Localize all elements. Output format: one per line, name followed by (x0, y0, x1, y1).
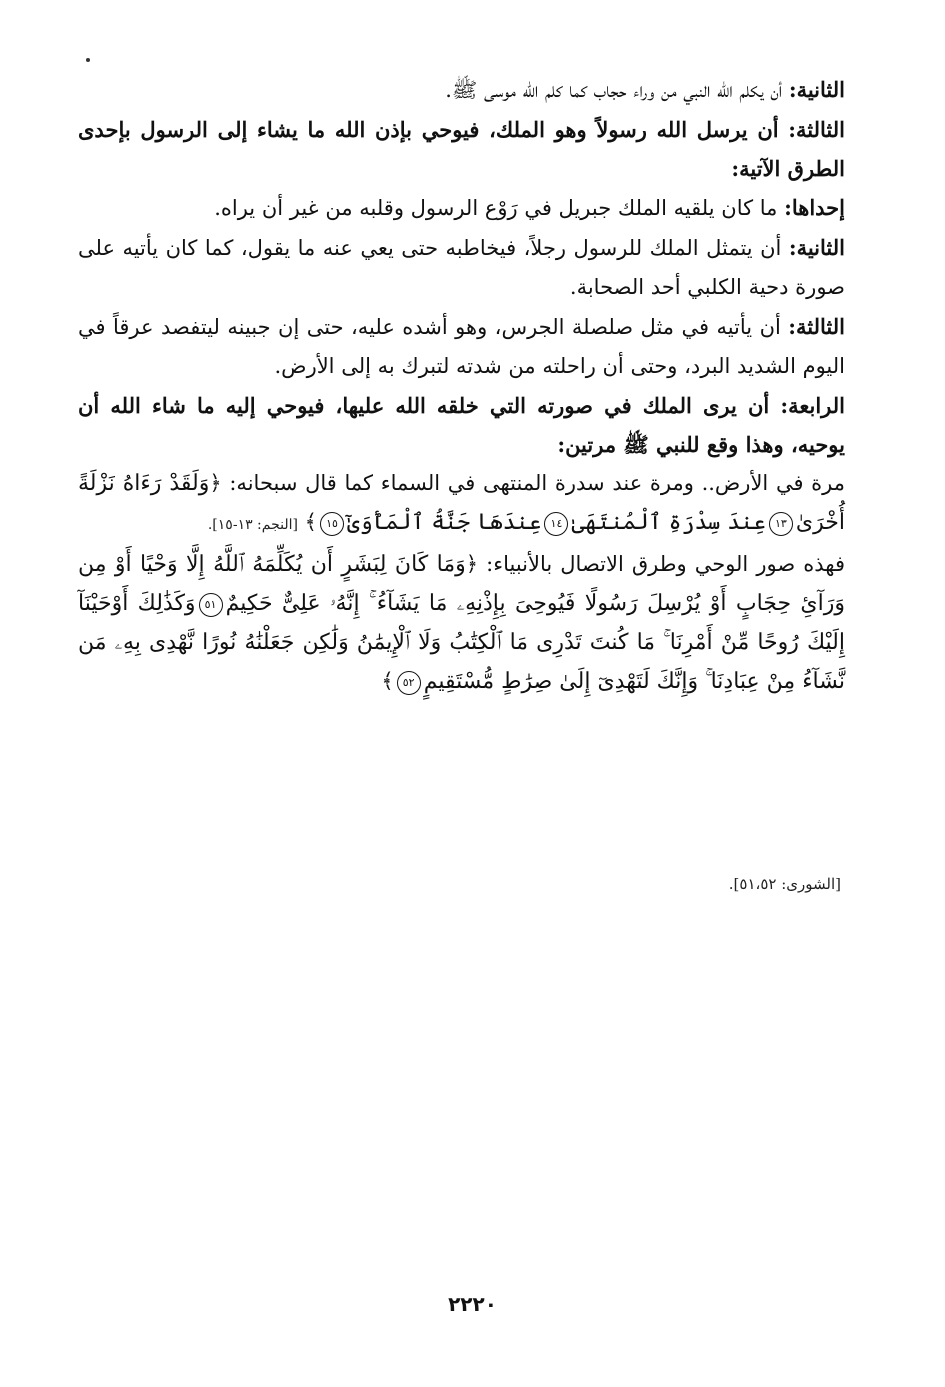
quran-verse: عِندَ سِدْرَةِ ٱلْمُنتَهَىٰ (571, 510, 766, 535)
quran-verse: وَلَقَدْ رَءَاهُ نَزْلَةً أُخْرَىٰ (78, 471, 845, 535)
body-text (78, 70, 845, 701)
paragraph-text: أن يكلم الله النبي من وراء حجاب كما كلم الله موسى ﷺ. (445, 78, 789, 102)
paragraph-quran-shura (78, 545, 845, 701)
quran-verse: عِندَهَا جَنَّةُ ٱلْمَأْوَىٰٓ (346, 510, 542, 535)
paragraph-text: أن يأتيه في مثل صلصلة الجرس، وهو أشده عليه، حتى إن جبينه ليتفصد عرقاً في اليوم الشديد البرد، وحتى أن راحلته من شدته لتبرك به إلى الأرض. (78, 315, 845, 378)
paragraph-label: إحداها: (784, 195, 845, 220)
paragraph-text: أن يتمثل الملك للرسول رجلاً، فيخاطبه حتى يعي عنه ما يقول، كما كان يأتيه على صورة دحية الكلبي أحد الصحابة. (78, 236, 845, 299)
quran-verse: وَمَا كَانَ لِبَشَرٍ أَن يُكَلِّمَهُ ٱللَّهُ إِلَّا وَحْيًا أَوْ مِن وَرَآئِ حِجَابٍ أَوْ يُرْسِلَ رَسُولًا فَيُوحِىَ بِإِذْنِهِۦ مَا يَشَآءُ ۚ إِنَّهُۥ عَلِىٌّ حَكِيمٌ (78, 552, 846, 616)
verse-number-marker: ١٤ (544, 512, 568, 536)
intro-text: مرة في الأرض.. ومرة عند سدرة المنتهى في السماء كما قال سبحانه: ﴿ (209, 471, 846, 495)
quran-close-bracket: ﴾ (304, 510, 317, 534)
verse-number-marker: ١٣ (769, 512, 793, 536)
paragraph-second-kind (78, 70, 845, 110)
paragraph-label: الرابعة: (780, 393, 845, 418)
paragraph-text: أن يرسل الله رسولاً وهو الملك، فيوحي بإذن الله ما يشاء إلى الرسول بإحدى الطرق الآتية: (78, 117, 845, 181)
paragraph-label: الثانية: (788, 235, 845, 260)
quran-verse: وَكَذَٰلِكَ أَوْحَيْنَآ إِلَيْكَ رُوحًا مِّنْ أَمْرِنَا ۚ مَا كُنتَ تَدْرِى مَا ٱلْكِتَٰبُ وَلَا ٱلْإِيمَٰنُ وَلَٰكِن جَعَلْنَٰهُ نُورًا نَّهْدِى بِهِۦ مَن نَّشَآءُ مِنْ عِبَادِنَا ۚ وَإِنَّكَ لَتَهْدِىٓ إِلَىٰ صِرَٰطٍ مُّسْتَقِيمٍ (78, 591, 845, 694)
paragraph-label: الثانية: (788, 77, 845, 102)
paragraph-method-three (78, 307, 845, 386)
verse-number-marker: ١٥ (320, 512, 344, 536)
verse-number-marker: ٥٢ (397, 671, 421, 695)
paragraph-method-two (78, 228, 845, 307)
quran-close-bracket: ﴾ (381, 669, 394, 693)
paragraph-text: ما كان يلقيه الملك جبريل في رَوْع الرسول وقلبه من غير أن يراه. (214, 196, 785, 220)
paragraph-text: أن يرى الملك في صورته التي خلقه الله عليها، فيوحي إليه ما شاء الله أن يوحيه، وهذا وقع للنبي ﷺ مرتين: (78, 393, 845, 457)
paragraph-third-kind (78, 110, 845, 188)
page-number: ٢٢٢٠ (448, 1292, 497, 1316)
paragraph-method-four (78, 386, 845, 464)
speck-mark (86, 58, 90, 62)
surah-reference-footnote: [الشورى: ٥١،٥٢]. (728, 875, 841, 893)
intro-text: فهذه صور الوحي وطرق الاتصال بالأنبياء: ﴿ (465, 552, 845, 576)
verse-number-marker: ٥١ (199, 593, 223, 617)
paragraph-method-one (78, 188, 845, 228)
paragraph-quran-najm (78, 464, 845, 545)
paragraph-label: الثالثة: (788, 117, 845, 142)
surah-reference: [النجم: ١٣-١٥]. (207, 517, 298, 533)
paragraph-label: الثالثة: (788, 314, 845, 339)
